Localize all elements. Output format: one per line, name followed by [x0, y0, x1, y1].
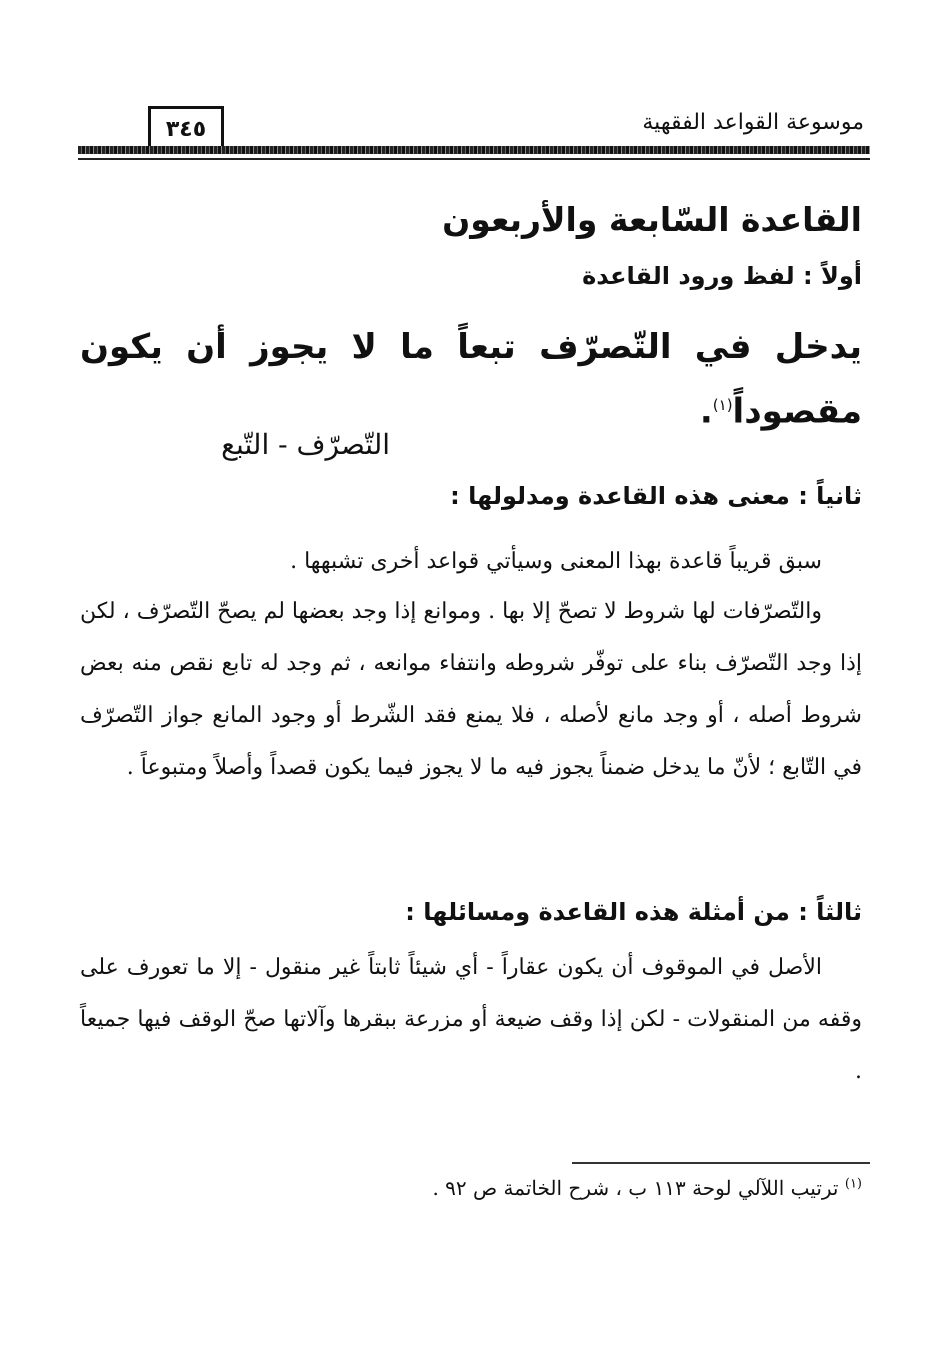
footnote [80, 1176, 862, 1200]
section3-paragraph-1 [80, 942, 862, 1098]
keywords: التّصرّف - التّبع [221, 428, 390, 461]
section2-heading: ثانياً : معنى هذه القاعدة ومدلولها : [450, 482, 862, 510]
footnote-reference: (١) [712, 396, 733, 414]
section2-paragraph-2 [80, 586, 862, 794]
header-rule-thin [78, 158, 870, 160]
rule-statement-text: يدخل في التّصرّف تبعاً ما لا يجوز أن يكون مقصوداً [80, 327, 862, 432]
page-number: ٣٤٥ [148, 106, 224, 152]
rule-title: القاعدة السّابعة والأربعون [442, 200, 862, 239]
page-header [78, 104, 870, 164]
section2-paragraph-1: سبق قريباً قاعدة بهذا المعنى وسيأتي قواعد أخرى تشبهها . [290, 549, 822, 574]
book-title: موسوعة القواعد الفقهية [642, 110, 864, 135]
header-rule-thick [78, 146, 870, 154]
section2-paragraph-2-text: والتّصرّفات لها شروط لا تصحّ إلا بها . وموانع إذا وجد بعضها لم يصحّ التّصرّف ، لكن إذا وجد التّصرّف بناء على توفّر شروطه وانتفاء موانعه ، ثم وجد له تابع نقص منه بعض شروط أصله ، أو وجد مانع لأصله ، فلا يمنع فقد الشّرط أو وجود المانع جواز التّصرّف في التّابع ؛ لأنّ ما يدخل ضمناً يجوز فيه ما لا يجوز فيما يكون قصداً وأصلاً ومتبوعاً . [80, 599, 862, 780]
footnote-marker: (١) [844, 1176, 862, 1192]
section3-paragraph-1-text: الأصل في الموقوف أن يكون عقاراً - أي شيئاً ثابتاً غير منقول - إلا ما تعورف على وقفه من المنقولات - لكن إذا وقف ضيعة أو مزرعة ببقرها وآلاتها صحّ الوقف فيها جميعاً . [80, 955, 862, 1084]
footnote-text: ترتيب اللآلي لوحة ١١٣ ب ، شرح الخاتمة ص ٩٢ . [432, 1176, 839, 1200]
section3-heading: ثالثاً : من أمثلة هذه القاعدة ومسائلها : [405, 898, 862, 926]
section1-heading: أولاً : لفظ ورود القاعدة [582, 262, 862, 290]
footnote-separator [572, 1162, 870, 1164]
rule-statement: يدخل في التّصرّف تبعاً ما لا يجوز أن يكون مقصوداً$^{(١)}$. [80, 327, 862, 432]
